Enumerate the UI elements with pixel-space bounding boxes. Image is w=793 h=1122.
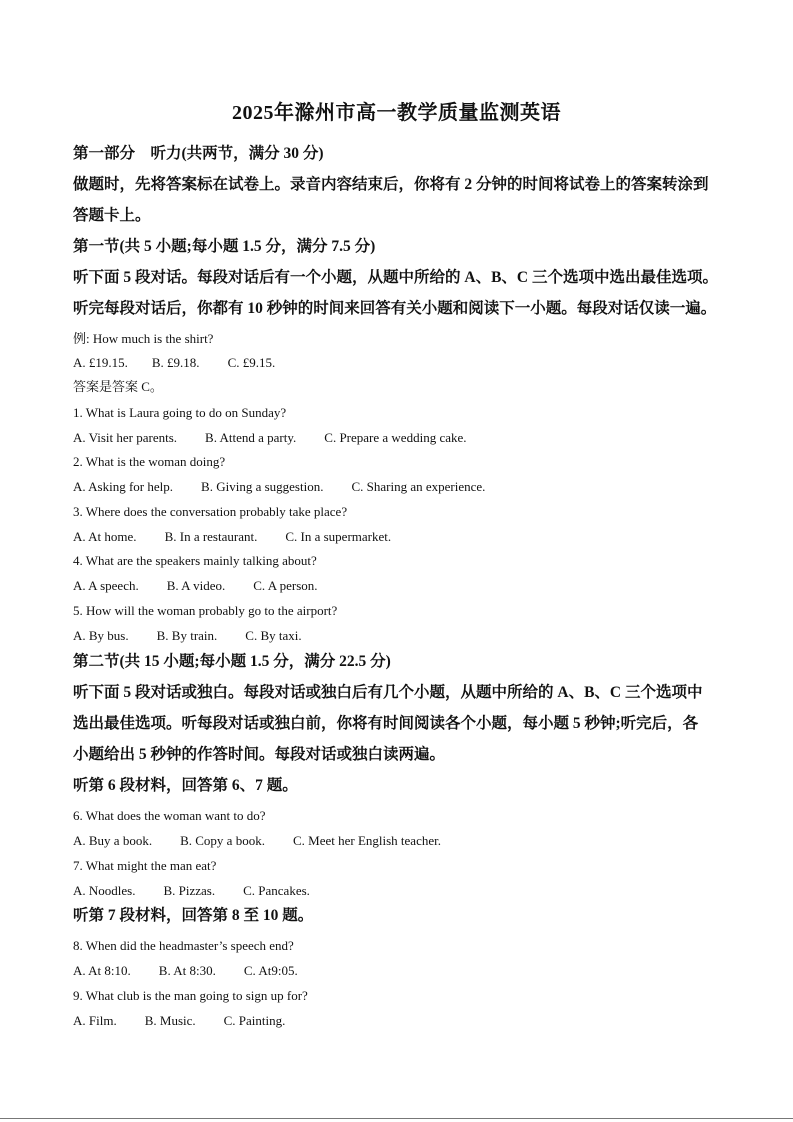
option: A. Film. <box>73 1013 117 1028</box>
example-question: 例: How much is the shirt? <box>73 331 214 346</box>
option: B. In a restaurant. <box>164 529 258 544</box>
question-options <box>73 832 723 849</box>
option: A. By bus. <box>73 628 129 643</box>
question-text: 2. What is the woman doing? <box>73 454 226 469</box>
part1-intro-line2: 答题卡上。 <box>73 207 151 224</box>
option: A. At 8:10. <box>73 963 131 978</box>
option: C. In a supermarket. <box>285 529 392 544</box>
question-text: 3. Where does the conversation probably take place? <box>73 504 348 519</box>
question-options <box>73 577 723 594</box>
option: B. Giving a suggestion. <box>201 479 324 494</box>
option: C. Meet her English teacher. <box>292 833 441 848</box>
question-text: 7. What might the man eat? <box>73 858 217 873</box>
example-options <box>73 354 723 371</box>
option: A. Asking for help. <box>73 479 174 494</box>
section1-heading: 第一节(共 5 小题;每小题 1.5 分，满分 7.5 分) <box>73 238 376 255</box>
option: A. Noodles. <box>73 883 136 898</box>
option: A. £19.15. <box>73 355 128 370</box>
question-options <box>73 1012 723 1029</box>
question-text: 6. What does the woman want to do? <box>73 808 266 823</box>
option: A. At home. <box>73 529 137 544</box>
option: A. Visit her parents. <box>73 430 178 445</box>
part1-intro-line1: 做题时，先将答案标在试卷上。录音内容结束后，你将有 2 分钟的时间将试卷上的答案转涂到 <box>73 176 709 193</box>
option: C. Painting. <box>223 1013 286 1028</box>
example-answer: 答案是答案 C。 <box>73 379 163 394</box>
part1-heading: 第一部分 听力(共两节，满分 30 分) <box>73 145 324 162</box>
question-options <box>73 627 723 644</box>
option: C. Prepare a wedding cake. <box>324 430 467 445</box>
page-title: 2025年滁州市高一教学质量监测英语 <box>232 102 561 124</box>
section1-instruction-line2: 听完每段对话后，你都有 10 秒钟的时间来回答有关小题和阅读下一小题。每段对话仅读一遍。 <box>73 300 717 317</box>
page-bottom-rule <box>0 1118 793 1119</box>
section2-instruction-line1: 听下面 5 段对话或独白。每段对话或独白后有几个小题，从题中所给的 A、B、C 三个选项中 <box>73 684 703 701</box>
option: C. At9:05. <box>243 963 298 978</box>
material-7-heading: 听第 7 段材料，回答第 8 至 10 题。 <box>73 907 314 924</box>
question-options <box>73 528 723 545</box>
question-options <box>73 478 723 495</box>
section2-instruction-line2: 选出最佳选项。听每段对话或独白前，你将有时间阅读各个小题，每小题 5 秒钟;听完后，各 <box>73 715 699 732</box>
material-6-heading: 听第 6 段材料，回答第 6、7 题。 <box>73 777 298 794</box>
option: B. Music. <box>144 1013 196 1028</box>
section2-heading: 第二节(共 15 小题;每小题 1.5 分，满分 22.5 分) <box>73 653 391 670</box>
question-text: 4. What are the speakers mainly talking about? <box>73 553 317 568</box>
option: A. A speech. <box>73 578 139 593</box>
question-text: 1. What is Laura going to do on Sunday? <box>73 405 287 420</box>
option: B. At 8:30. <box>158 963 216 978</box>
option: C. A person. <box>253 578 318 593</box>
option: B. A video. <box>166 578 226 593</box>
option: B. £9.18. <box>151 355 200 370</box>
option: C. Pancakes. <box>243 883 310 898</box>
option: C. By taxi. <box>245 628 302 643</box>
option: A. Buy a book. <box>73 833 153 848</box>
question-text: 5. How will the woman probably go to the airport? <box>73 603 338 618</box>
option: B. Attend a party. <box>205 430 297 445</box>
option: C. £9.15. <box>227 355 276 370</box>
section2-instruction-line3: 小题给出 5 秒钟的作答时间。每段对话或独白读两遍。 <box>73 746 446 763</box>
question-text: 9. What club is the man going to sign up for? <box>73 988 308 1003</box>
option: B. By train. <box>156 628 218 643</box>
option: B. Copy a book. <box>180 833 265 848</box>
section1-instruction-line1: 听下面 5 段对话。每段对话后有一个小题，从题中所给的 A、B、C 三个选项中选出最佳选项。 <box>73 269 718 286</box>
question-text: 8. When did the headmaster’s speech end? <box>73 938 294 953</box>
question-options <box>73 962 723 979</box>
option: C. Sharing an experience. <box>351 479 486 494</box>
option: B. Pizzas. <box>163 883 216 898</box>
question-options <box>73 429 723 446</box>
question-options <box>73 882 723 899</box>
